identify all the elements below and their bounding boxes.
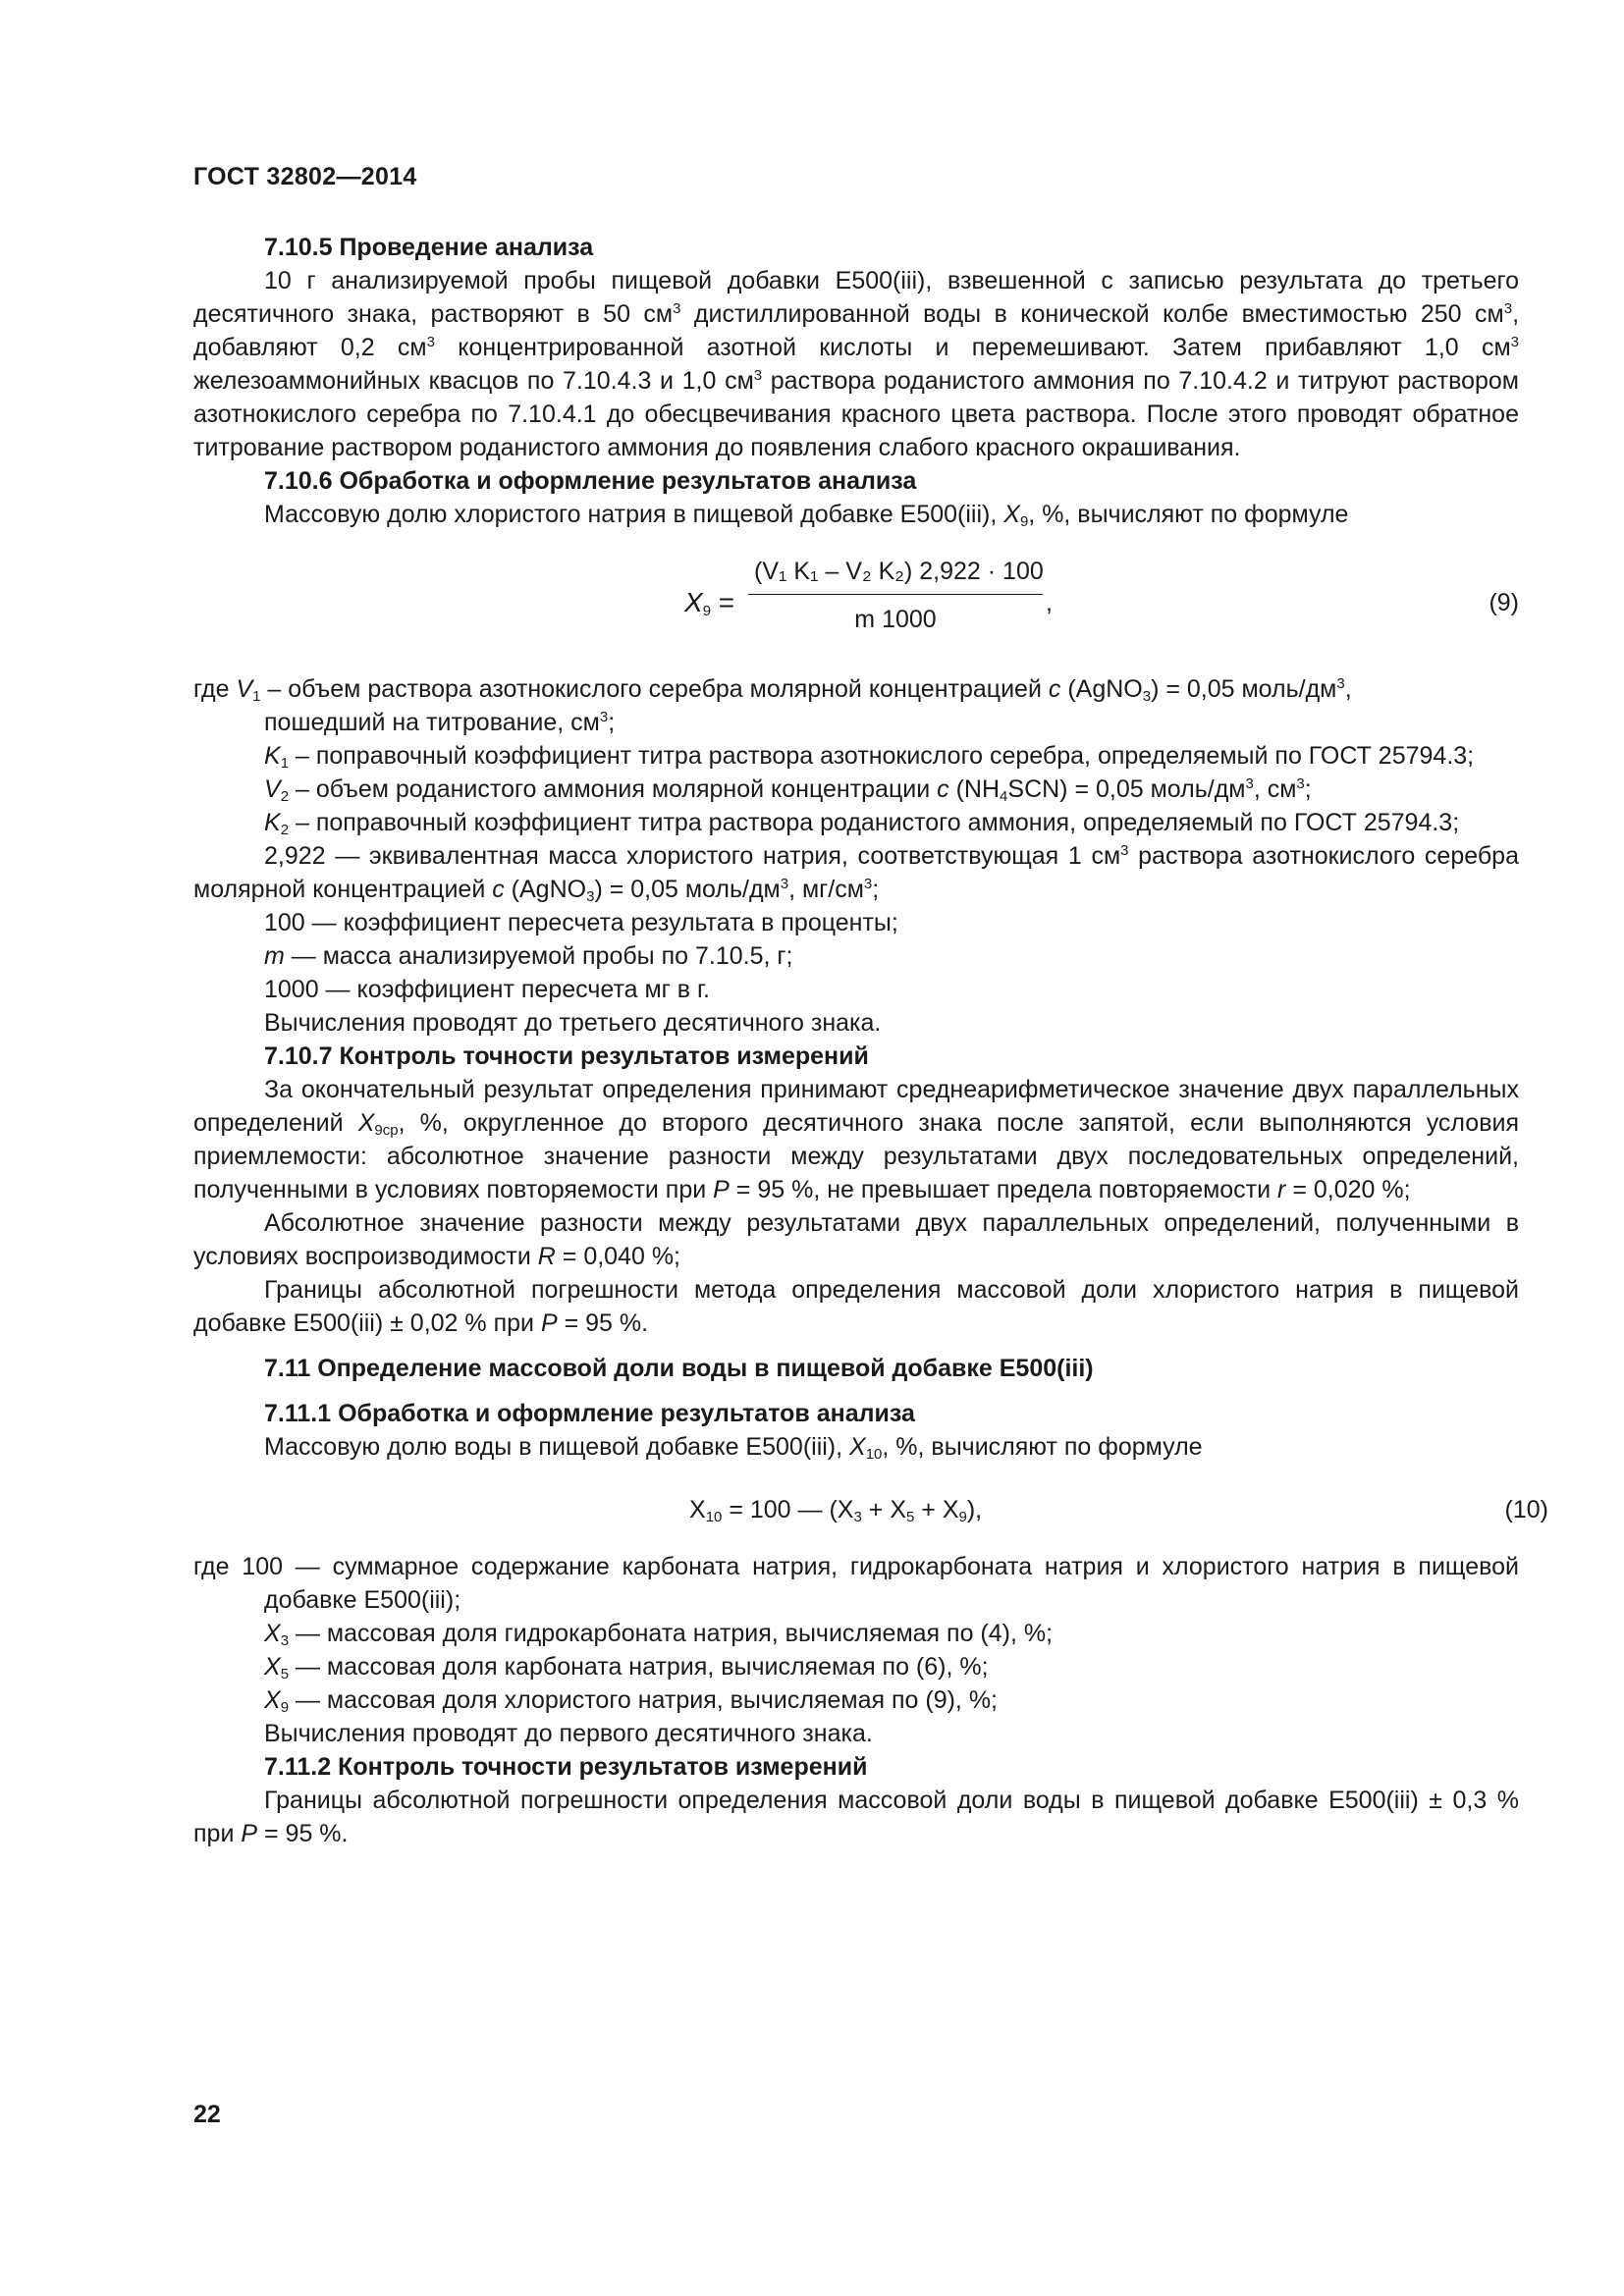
formula-fraction — [748, 555, 1043, 636]
section-heading: 7.10.7 Контроль точности результатов измерений — [264, 1042, 869, 1070]
section-heading: 7.11.1 Обработка и оформление результатов анализа — [264, 1400, 915, 1427]
section-heading: 7.11 Определение массовой доли воды в пищевой добавке Е500(iii) — [264, 1355, 1094, 1382]
where-x5: $X_5$ — массовая доля карбоната натрия, вычисляемая по (6), %; — [264, 1653, 989, 1682]
paragraph: Границы абсолютной погрешности метода определения массовой доли хлористого натрия в пищевой добавке Е500(iii) ± 0,02 % при P = 95 %. — [193, 1276, 1519, 1337]
where-m: m — масса анализируемой пробы по 7.10.5, г; — [264, 942, 793, 970]
paragraph: Массовую долю хлористого натрия в пищевой добавке Е500(iii), $X_9$, %, вычисляют по формуле — [264, 501, 1349, 530]
where-k1: $K_1$ – поправочный коэффициент титра раствора азотнокислого серебра, определяемый по ГОСТ 25794.3; — [264, 742, 1475, 772]
calc-note: Вычисления проводят до первого десятичного знака. — [264, 1720, 873, 1747]
page-number: 22 — [193, 2101, 221, 2128]
where-v1: где $V_1$ – объем раствора азотнокислого серебра молярной концентрацией c (AgNO$_3$) = 0,05 моль/$дм^3$, — [193, 675, 1352, 705]
formula-body: $X_{10} = 100$ — $(X_3 + X_5 + X_9)$, — [689, 1496, 983, 1525]
document-body — [193, 231, 1548, 1850]
formula-comma: , — [1046, 589, 1053, 616]
where-k2: $K_2$ – поправочный коэффициент титра раствора роданистого аммония, определяемый по ГОСТ 25794.3; — [264, 809, 1460, 838]
section-heading: 7.10.6 Обработка и оформление результатов анализа — [264, 467, 917, 495]
formula-number: (9) — [1489, 589, 1519, 616]
paragraph: Границы абсолютной погрешности определения массовой доли воды в пищевой добавке Е500(iii) ± 0,3 % при P = 95 %. — [193, 1787, 1519, 1847]
where-100: где 100 — суммарное содержание карбоната натрия, гидрокарбоната натрия и хлористого натрия в пищевой добавке Е500(iii); — [193, 1553, 1519, 1614]
paragraph: Абсолютное значение разности между результатами двух параллельных определений, полученными в условиях воспроизводимости R = 0,040 %; — [193, 1209, 1519, 1270]
calc-note: Вычисления проводят до третьего десятичного знака. — [264, 1009, 882, 1037]
paragraph: 10 г анализируемой пробы пищевой добавки Е500(iii), взвешенной с записью результата до третьего десятичного знака, растворяют в 50 $см^3$ дистиллированной воды в конической колбе вместимостью 250 $см^3$, добавляют 0,2 $см^3$ концентрированной азотной кислоты и перемешивают. Затем прибавляют 1,0 $см^3$ железоаммонийных квасцов по 7.10.4.3 и 1,0 $см^3$ раствора роданистого аммония по 7.10.4.2 и титруют раствором азотнокислого серебра по 7.10.4.1 до обесцвечивания красного цвета раствора. После этого проводят обратное титрование раствором роданистого аммония до появления слабого красного окрашивания. — [193, 267, 1520, 461]
where-v2: $V_2$ – объем роданистого аммония молярной концентрации c $(NH_4SCN) = 0,05$ моль/$дм^3$, $см^3$; — [264, 775, 1312, 805]
where-x3: $X_3$ — массовая доля гидрокарбоната натрия, вычисляемая по (4), %; — [264, 1620, 1054, 1649]
document-header: ГОСТ 32802—2014 — [193, 163, 417, 190]
formula-10 — [193, 1475, 1548, 1544]
formula-numerator: (V₁ K₁ – V₂ K₂) 2,922 · 100 — [748, 555, 1043, 595]
formula-denominator: m 1000 — [854, 606, 937, 633]
where-100: 100 — коэффициент пересчета результата в проценты; — [264, 909, 898, 936]
paragraph: Массовую долю воды в пищевой добавке Е500(iii), $X_{10}$, %, вычисляют по формуле — [264, 1433, 1203, 1463]
section-heading: 7.10.5 Проведение анализа — [264, 234, 594, 261]
where-v1-cont: пошедший на титрование, $см^3$; — [264, 709, 616, 736]
formula-lhs: $X_9$ = — [684, 587, 735, 619]
where-x9: $X_9$ — массовая доля хлористого натрия, вычисляемая по (9), %; — [264, 1686, 998, 1716]
where-1000: 1000 — коэффициент пересчета мг в г. — [264, 976, 710, 1003]
paragraph: За окончательный результат определения принимают среднеарифметическое значение двух параллельных определений $X_{9ср}$, %, округленное до второго десятичного знака после запятой, если выполняются условия приемлемости: абсолютное значение разности между результатами двух последовательных определений, полученными в условиях повторяемости при P = 95 %, не превышает предела повторяемости r = 0,020 %; — [193, 1076, 1519, 1203]
where-2922: 2,922 — эквивалентная масса хлористого натрия, соответствующая 1 $см^3$ раствора азотнокислого серебра молярной концентрацией c (AgNO$_3$) = 0,05 моль/$дм^3$, $мг/см^3$; — [193, 842, 1519, 905]
formula-9 — [193, 547, 1519, 663]
section-heading: 7.11.2 Контроль точности результатов измерений — [264, 1753, 868, 1781]
formula-number: (10) — [1504, 1496, 1548, 1523]
